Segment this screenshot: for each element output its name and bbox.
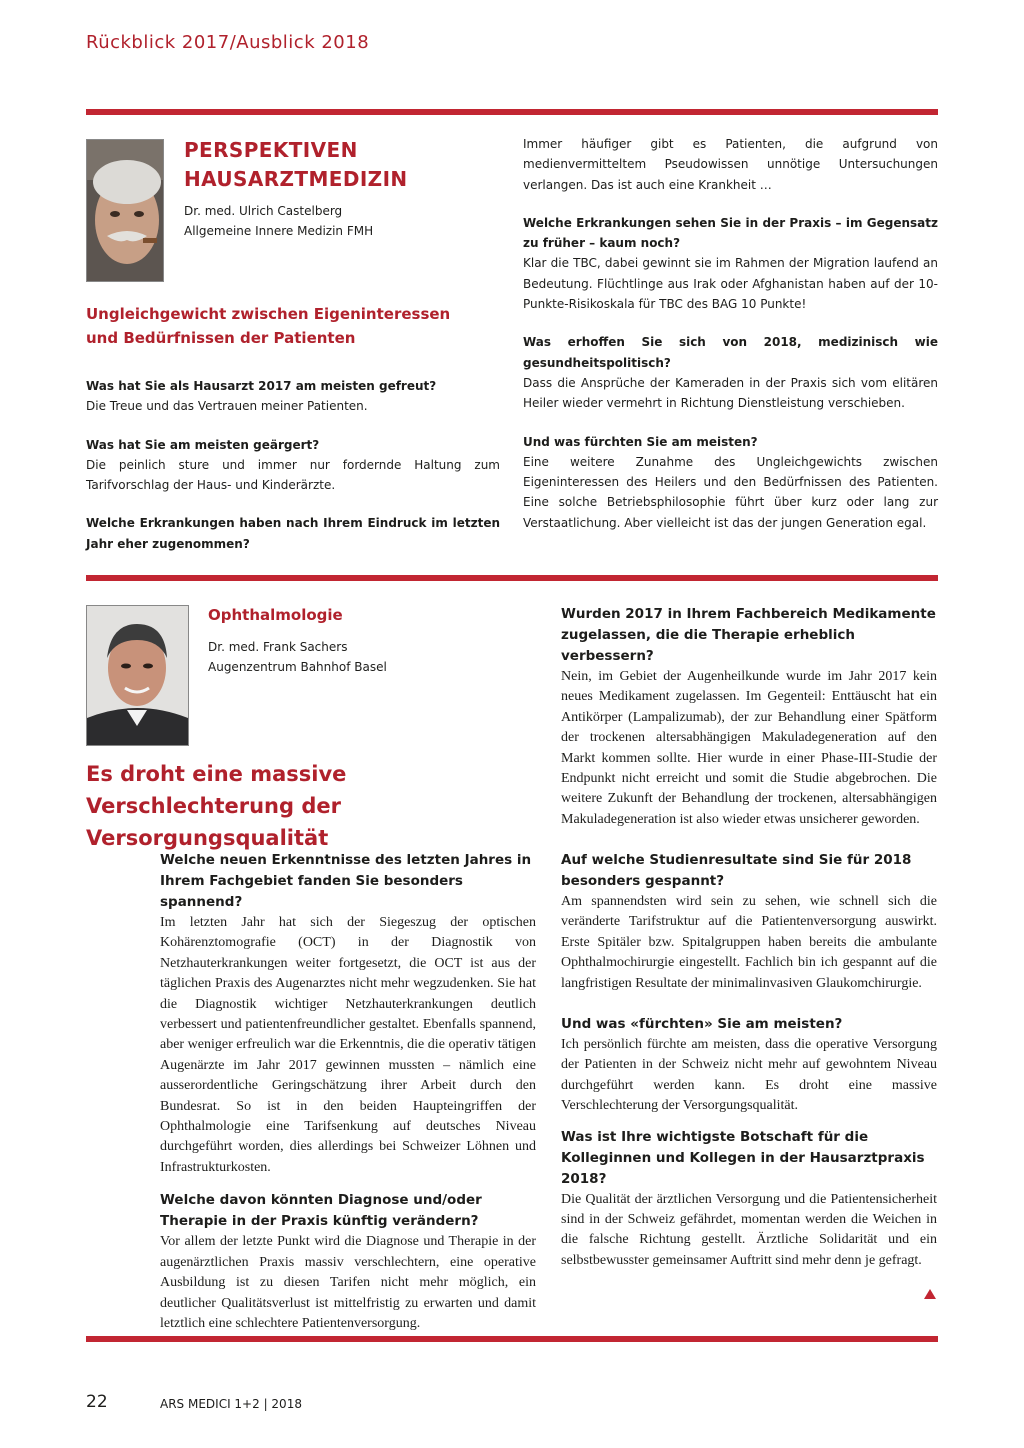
author-photo-castelberg [86,139,164,282]
section-subtitle: Ungleichgewicht zwischen Eigeninteressen und Bedürfnissen der Patienten [86,305,451,347]
journal-info: ARS MEDICI 1+2 | 2018 [160,1397,302,1411]
author-photo-sachers [86,605,189,746]
interview-top-right [561,604,937,830]
question: Auf welche Studienresultate sind Sie für 2018 besonders gespannt? [561,852,912,889]
answer: Nein, im Gebiet der Augenheilkunde wurde im Jahr 2017 kein neues Medikament zugelassen. Im Gegenteil: Enttäuscht hat ein Antikörper (Lampalizumab), der zur Behandlung einer Spätform der trockenen altersabhängigen Makuladegeneration auf den Markt kommen sollte. Hier wurde in einer Phase-III-Studie der Endpunkt nicht erreicht und somit die Studie abgebrochen. Die weitere Zukunft der Behandlung der trockenen, altersabhängigen Makuladegeneration ist also wieder etwas unsicherer geworden. [561,669,937,827]
specialty-label: Ophthalmologie [208,606,343,624]
answer: Die peinlich sture und immer nur fordernde Haltung zum Tarifvorschlag der Haus- und Kinderärzte. [86,457,500,493]
interview-left-column-2 [160,850,536,1334]
question: Welche neuen Erkenntnisse des letzten Jahres in Ihrem Fachgebiet fanden Sie besonders spannend? [160,852,532,910]
answer: Immer häufiger gibt es Patienten, die aufgrund von medienvermitteltem Pseudowissen unnötige Untersuchungen verlangen. Das ist auch eine Krankheit … [523,137,938,192]
author-role: Augenzentrum Bahnhof Basel [208,660,387,674]
answer: Im letzten Jahr hat sich der Siegeszug der optischen Kohärenztomografie (OCT) in der Diagnostik von Netzhauterkrankungen weiter fortgesetzt, die OCT ist aus der täglichen Praxis des Augenarztes nicht mehr wegzudenken. Sie hat die Diagnostik wichtiger Netzhauterkrankungen deutlich verbessert und patientenfreundlicher gestaltet. Ebenfalls spannend, aber weniger erfreulich war die Erkenntnis, die die operativ tätigen Augenärzte im Jahr 2017 gewinnen mussten – nämlich eine ausserordentliche Geringschätzung ihrer Arbeit durch den Bundesrat. So ist in den beiden Haupteingriffen der Ophthalmologie eine Tarifsenkung auf deutsches Niveau durchgeführt worden, dies allerdings bei Schweizer Löhnen und Infrastrukturkosten. [160,915,536,1175]
answer: Die Qualität der ärztlichen Versorgung und die Patientensicherheit sind in der Schweiz gefährdet, momentan werden die Weichen in die falsche Richtung gestellt. Ärztliche Solidarität und ein selbstbewusster gemeinsamer Auftritt sind mehr denn je gefragt. [561,1191,937,1268]
author-name: Dr. med. Ulrich Castelberg [184,204,343,218]
end-mark-icon [924,1289,936,1299]
question: Was ist Ihre wichtigste Botschaft für die Kolleginnen und Kollegen in der Hausarztpraxis 2018? [561,1128,925,1187]
answer: Vor allem der letzte Punkt wird die Diagnose und Therapie in der augenärztlichen Praxis massiv verschlechtern, eine operative Ausbildung ist zu diesen Tarifen nicht mehr möglich, ein deutlicher Qualitätsverlust ist mittelfristig zu erwarten und damit letztlich eine schlechtere Patientenversorgung. [160,1234,536,1331]
question: Welche Erkrankungen haben nach Ihrem Eindruck im letzten Jahr eher zugenommen? [86,516,500,551]
answer: Ich persönlich fürchte am meisten, dass die operative Versorgung der Patienten in der Schweiz nicht mehr auf gewohntem Niveau durchgeführt werden kann. Es droht eine massive Verschlechterung der Versorgungsqualität. [561,1037,937,1114]
author-role: Allgemeine Innere Medizin FMH [184,224,374,238]
interview-right-column [523,134,938,533]
question: Und was «fürchten» Sie am meisten? [561,1016,843,1033]
headline: Es droht eine massive Verschlechterung der Versorgungsqualität [86,762,347,850]
question: Und was fürchten Sie am meisten? [523,434,758,449]
question: Was hat Sie am meisten geärgert? [86,437,320,452]
answer: Klar die TBC, dabei gewinnt sie im Rahmen der Migration laufend an Bedeutung. Flüchtlinge aus Irak oder Afghanistan haben auf der 10-Punkte-Risikoskala für TBC des BAG 10 Punkte! [523,256,938,312]
section-rule-bottom [86,1336,938,1342]
interview-right-column-2 [561,850,937,1271]
page-number: 22 [86,1392,108,1412]
question: Welche Erkrankungen sehen Sie in der Praxis – im Gegensatz zu früher – kaum noch? [523,215,938,251]
author-name: Dr. med. Frank Sachers [208,640,348,654]
interview-left-column [86,376,500,554]
question: Wurden 2017 in Ihrem Fachbereich Medikamente zugelassen, die die Therapie erheblich verbessern? [561,606,936,664]
answer: Dass die Ansprüche der Kameraden in der Praxis sich vom elitären Heiler wieder vermehrt in Richtung Dienstleistung verschieben. [523,375,938,411]
section-rule-middle [86,575,938,581]
answer: Am spannendsten wird sein zu sehen, wie schnell sich die veränderte Tarifstruktur auf die Patientenversorgung auswirkt. Erste Spitäler bzw. Spitalgruppen haben bereits die ambulante Ophthalmochirurgie eingestellt. Fachlich bin ich gespannt auf die langfristigen Resultate der minimalinvasiven Glaukomchirurgie. [561,894,937,991]
answer: Die Treue und das Vertrauen meiner Patienten. [86,399,368,414]
section-title: PERSPEKTIVEN HAUSARZTMEDIZIN [184,138,408,191]
question: Welche davon könnten Diagnose und/oder Therapie in der Praxis künftig verändern? [160,1192,482,1230]
question: Was hat Sie als Hausarzt 2017 am meisten gefreut? [86,379,437,393]
answer: Eine weitere Zunahme des Ungleichgewichts zwischen Eigeninteressen des Heilers und den Bedürfnissen des Patienten. Eine solche Betriebsphilosophie führt über kurz oder lang zur Verstaatlichung. Aber vielleicht ist das der jungen Generation egal. [523,454,938,530]
question: Was erhoffen Sie sich von 2018, medizinisch wie gesundheitspolitisch? [523,335,938,370]
section-rule-top [86,109,938,115]
running-header: Rückblick 2017/Ausblick 2018 [86,32,370,53]
